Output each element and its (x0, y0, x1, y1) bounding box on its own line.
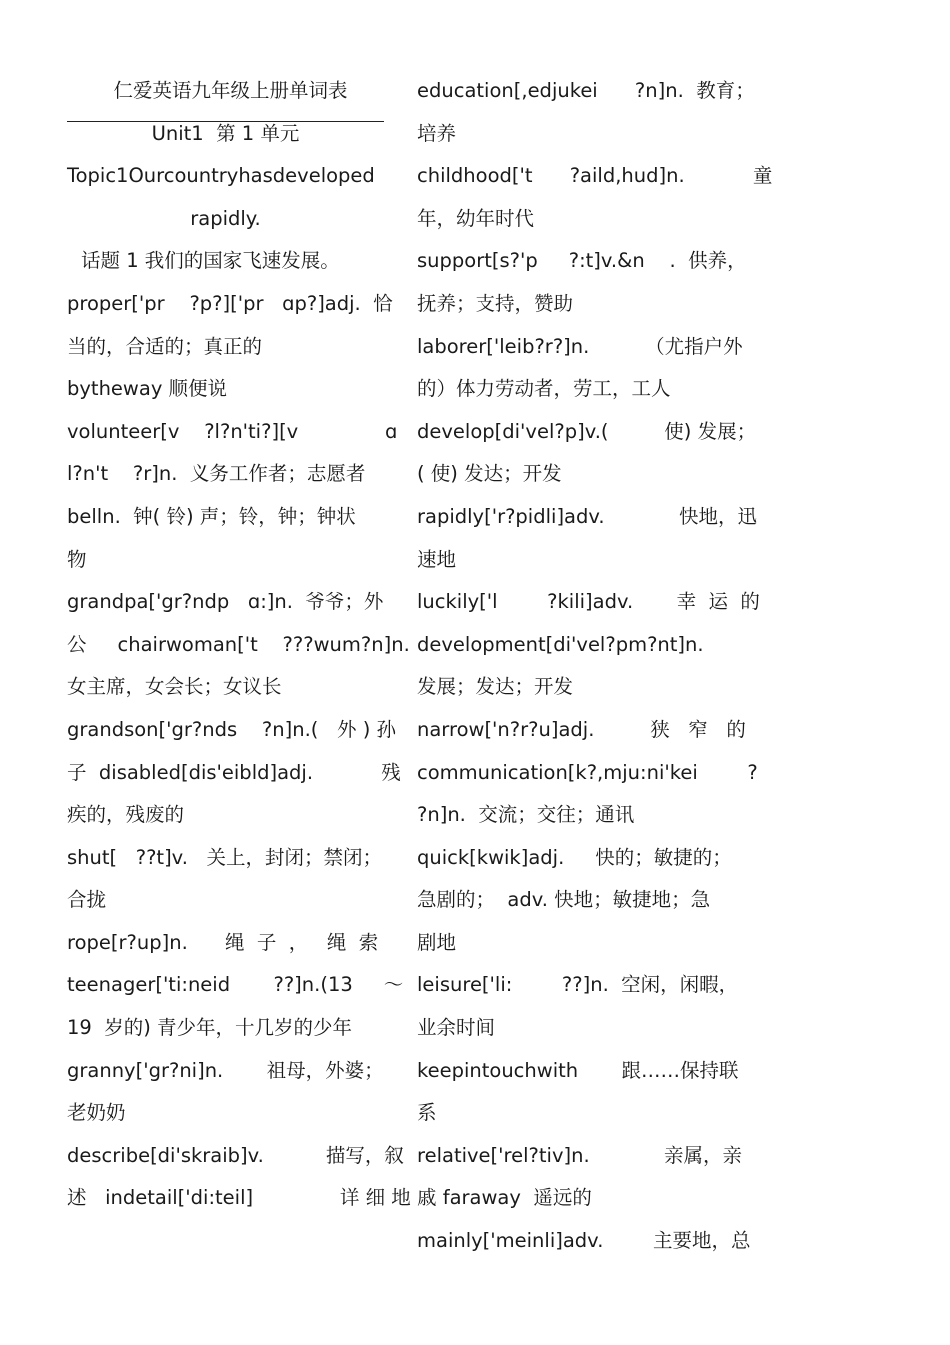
vocab-line: develop[di'vel?p]v.( 使) 发展； (417, 419, 757, 443)
vocab-line: grandson['gr?nds ?n]n.( 外 ) 孙 (67, 717, 397, 741)
left-column (67, 70, 411, 1220)
vocab-line: proper['pr ?p?]['pr ɑp?]adj. 恰 (67, 291, 393, 315)
vocab-line: teenager['ti:neid ??]n.(13 ～ (67, 973, 404, 997)
right-column (417, 70, 773, 1263)
vocab-line: 当的，合适的；真正的 (67, 334, 263, 358)
vocab-line: 抚养；支持，赞助 (417, 291, 574, 315)
vocab-line: development[di'vel?pm?nt]n. (417, 632, 704, 656)
vocab-line: 剧地 (417, 930, 457, 954)
vocab-line: quick[kwik]adj. 快的；敏捷的； (417, 845, 732, 869)
vocab-line: mainly['meinli]adv. 主要地，总 (417, 1229, 751, 1253)
vocab-line: 培养 (417, 121, 457, 145)
vocab-line: education[,edjukei ?n]n. 教育； (417, 79, 755, 102)
vocab-line: relative['rel?tiv]n. 亲属，亲 (417, 1143, 743, 1167)
vocab-line: belln. 钟( 铃) 声；铃，钟；钟状 (67, 504, 356, 528)
vocab-line: rapidly. (190, 206, 261, 230)
vocab-line: communication[k?,mju:ni'kei ? (417, 760, 758, 784)
vocab-line: 老奶奶 (67, 1101, 126, 1125)
vocab-line: ?n]n. 交流；交往；通讯 (417, 803, 635, 827)
vocab-line: luckily['l ?kili]adv. 幸 运 的 (417, 590, 760, 614)
vocab-line: rapidly['r?pidli]adv. 快地，迅 (417, 504, 757, 528)
page-title: 仁爱英语九年级上册单词表 (113, 79, 348, 102)
vocab-line: Unit1 第 1 单元 (151, 121, 300, 145)
vocab-line: 戚 faraway 遥远的 (417, 1186, 592, 1210)
vocab-line: support[s?'p ?:t]v.&n . 供养， (417, 249, 747, 273)
vocab-line: ( 使) 发达；开发 (417, 462, 562, 486)
vocab-line: 女主席，女会长；女议长 (67, 675, 282, 699)
vocab-line: 速地 (417, 547, 457, 571)
vocab-line: leisure['li: ??]n. 空闲，闲暇， (417, 973, 739, 997)
vocab-line: shut[ ??t]v. 关上，封闭；禁闭； (67, 845, 382, 869)
vocab-line: describe[di'skraib]v. 描写，叙 (67, 1143, 404, 1167)
vocab-line: 述 indetail['di:teil] 详 细 地 (67, 1186, 411, 1210)
vocab-line: 业余时间 (417, 1016, 496, 1040)
vocab-line: 疾的，残废的 (67, 803, 185, 827)
vocab-line: 合拢 (67, 888, 107, 912)
vocab-line: rope[r?up]n. 绳 子 ， 绳 索 (67, 930, 379, 954)
vocab-line: bytheway 顺便说 (67, 377, 228, 401)
vocab-line: Topic1Ourcountryhasdeveloped (67, 164, 375, 188)
vocab-line: l?n't ?r]n. 义务工作者；志愿者 (67, 462, 366, 486)
vocab-line: 急剧的； adv. 快地；敏捷地；急 (417, 888, 711, 912)
vocab-line: keepintouchwith 跟……保持联 (417, 1058, 739, 1082)
vocab-line: 物 (67, 547, 87, 571)
vocab-line: 年，幼年时代 (417, 206, 535, 230)
vocab-line: grandpa['gr?ndp ɑ:]n. 爷爷；外 (67, 590, 384, 614)
vocab-line: childhood['t ?aild,hud]n. 童 (417, 164, 773, 188)
vocab-line: 系 (417, 1101, 437, 1125)
vocab-line: 发展；发达；开发 (417, 675, 574, 699)
vocab-line: 子 disabled[dis'eibld]adj. 残 (67, 760, 401, 784)
vocab-line: volunteer[v ?l?n'ti?][v ɑ (67, 419, 398, 443)
vocab-line: 19 岁的) 青少年，十几岁的少年 (67, 1016, 353, 1040)
vocab-line: narrow['n?r?u]adj. 狭 窄 的 (417, 717, 746, 741)
vocab-line: 公 chairwoman['t ???wum?n]n. (67, 632, 410, 656)
vocab-line: 的）体力劳动者，劳工，工人 (417, 377, 671, 401)
vocab-line: 话题 1 我们的国家飞速发展。 (81, 249, 340, 273)
vocab-line: granny['gr?ni]n. 祖母，外婆； (67, 1058, 384, 1082)
vocab-line: laborer['leib?r?]n. （尤指户外 (417, 334, 743, 358)
